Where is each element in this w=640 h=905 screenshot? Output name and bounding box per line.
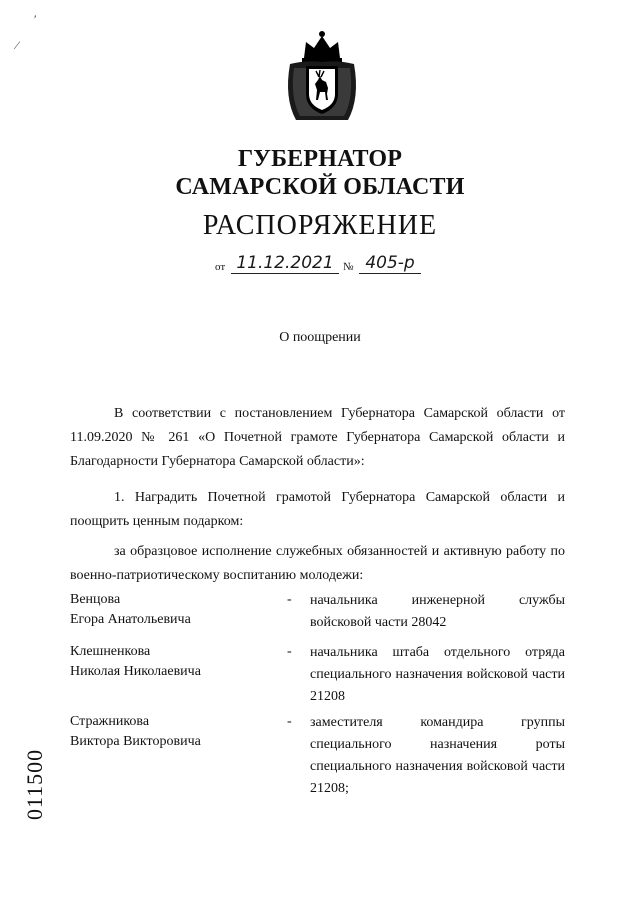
dateline (215, 253, 455, 277)
scan-mark: ⁄ (16, 38, 19, 52)
person-given-name: Егора Анатольевича (70, 612, 191, 627)
reason-paragraph (70, 540, 565, 588)
scan-mark: ′ (34, 12, 37, 26)
person-2-name (70, 642, 201, 682)
person-2-position: начальника штаба отдельного отряда специального назначения войсковой части 21208 (310, 645, 565, 704)
person-3-position: заместителя командира группы специального назначения роты специального назначения войсковой части 21208; (310, 715, 565, 796)
order-number: 405-р (359, 253, 421, 274)
number-prefix: № (343, 261, 354, 273)
order-date: 11.12.2021 (231, 253, 339, 274)
person-surname: Венцова (70, 592, 121, 607)
intro-paragraph (70, 402, 565, 474)
item-1-paragraph (70, 486, 565, 534)
governor-title: ГУБЕРНАТОР (237, 146, 403, 172)
reason-text: за образцовое исполнение служебных обязанностей и активную работу по военно-патриотическому воспитанию молодежи: (70, 544, 565, 583)
person-3-name (70, 712, 201, 752)
person-1-position: начальника инженерной службы войсковой части 28042 (310, 593, 565, 630)
subject: О поощрении (279, 330, 361, 345)
person-3-dash: - (287, 714, 292, 729)
person-surname: Стражникова (70, 714, 150, 729)
coat-of-arms-icon (282, 28, 362, 128)
person-1-dash: - (287, 592, 292, 607)
person-given-name: Виктора Викторовича (70, 734, 201, 749)
region-title: САМАРСКОЙ ОБЛАСТИ (175, 174, 465, 200)
intro-text: В соответствии с постановлением Губернатора Самарской области от 11.09.2020 № 261 «О Почетной грамоте Губернатора Самарской области и Благодарности Губернатора Самарской области»: (70, 406, 565, 469)
person-given-name: Николая Николаевича (70, 664, 201, 679)
item-1-text: 1. Наградить Почетной грамотой Губернатора Самарской области и поощрить ценным подарком: (70, 490, 565, 529)
person-surname: Клешненкова (70, 644, 151, 659)
person-2-dash: - (287, 644, 292, 659)
person-1-name (70, 590, 191, 630)
date-prefix: от (215, 261, 226, 273)
document-type: РАСПОРЯЖЕНИЕ (202, 210, 438, 241)
serial-number: 011500 (22, 748, 47, 820)
